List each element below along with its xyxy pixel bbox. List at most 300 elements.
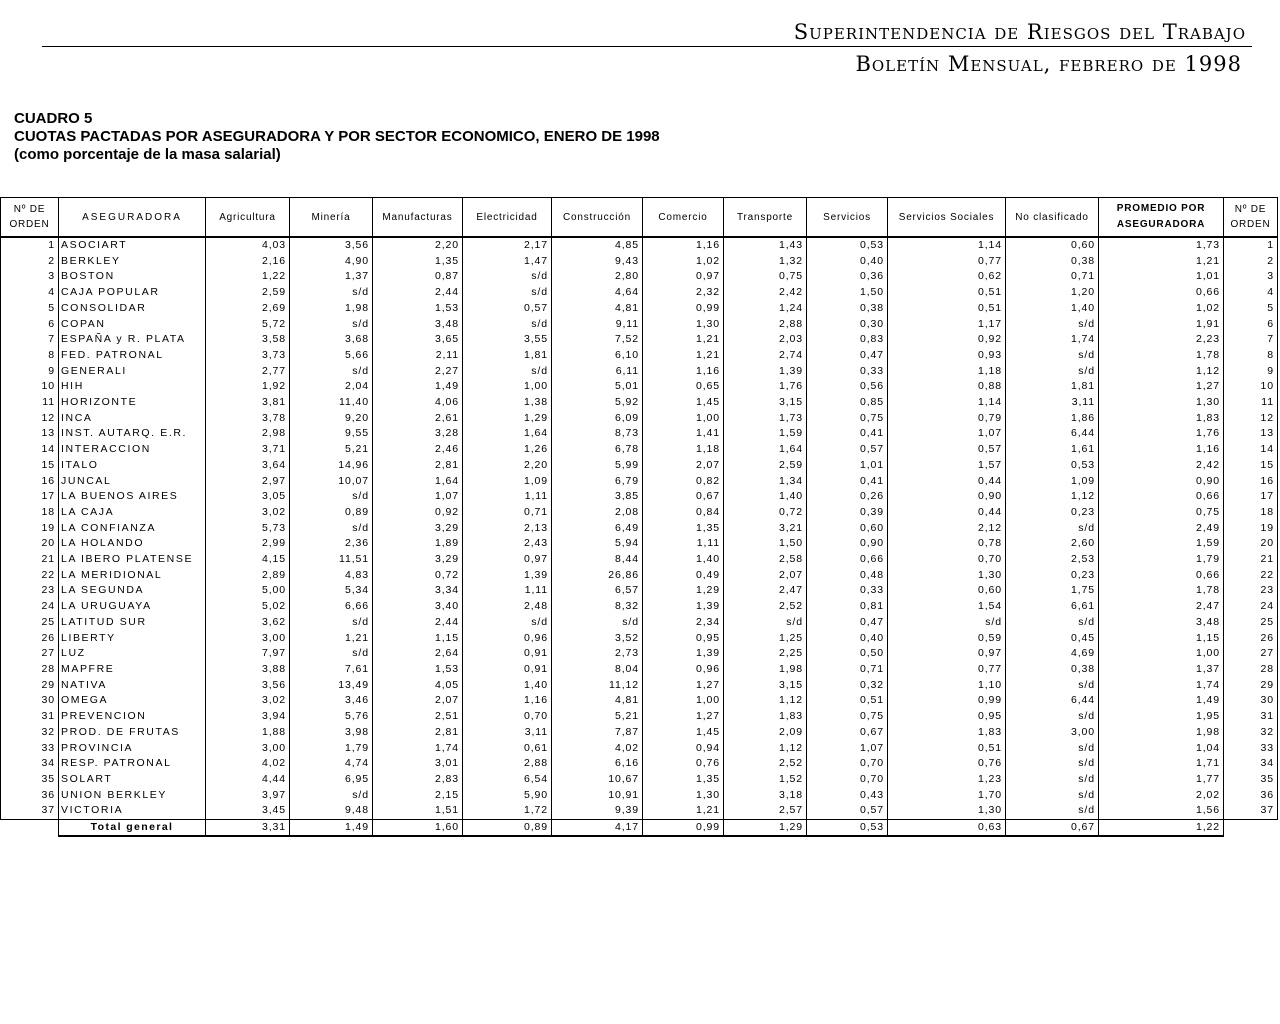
row-value-cell: 3,34: [373, 583, 463, 599]
row-value-cell: 0,47: [807, 348, 888, 364]
row-order-number-right: 1: [1224, 237, 1278, 254]
row-value-cell: 0,48: [807, 568, 888, 584]
row-average: 1,74: [1099, 678, 1224, 694]
row-average: 1,79: [1099, 552, 1224, 568]
row-order-number: 4: [1, 285, 59, 301]
row-value-cell: s/d: [1006, 803, 1099, 819]
row-average: 1,98: [1099, 725, 1224, 741]
row-value-cell: 1,12: [724, 741, 807, 757]
total-blank-cell: [1, 820, 59, 837]
row-value-cell: 2,59: [724, 458, 807, 474]
row-order-number: 11: [1, 395, 59, 411]
row-insurer-name: INST. AUTARQ. E.R.: [59, 426, 206, 442]
row-value-cell: 1,81: [1006, 379, 1099, 395]
row-value-cell: 3,68: [290, 332, 373, 348]
row-value-cell: 0,83: [807, 332, 888, 348]
row-value-cell: 0,97: [643, 269, 724, 285]
row-value-cell: 11,51: [290, 552, 373, 568]
col-header-manufacturas: Manufacturas: [373, 198, 463, 238]
row-value-cell: s/d: [463, 285, 552, 301]
row-average: 2,23: [1099, 332, 1224, 348]
total-cell: 3,31: [206, 820, 290, 837]
row-value-cell: 2,48: [463, 599, 552, 615]
row-order-number-right: 27: [1224, 646, 1278, 662]
row-value-cell: 1,74: [1006, 332, 1099, 348]
row-value-cell: s/d: [290, 788, 373, 804]
row-order-number-right: 23: [1224, 583, 1278, 599]
row-value-cell: 3,40: [373, 599, 463, 615]
row-insurer-name: PREVENCION: [59, 709, 206, 725]
total-cell: 0,53: [807, 820, 888, 837]
row-value-cell: s/d: [724, 615, 807, 631]
row-value-cell: 4,02: [552, 741, 643, 757]
row-value-cell: 0,60: [888, 583, 1006, 599]
row-insurer-name: PROVINCIA: [59, 741, 206, 757]
col-header-agricultura: Agricultura: [206, 198, 290, 238]
row-insurer-name: FED. PATRONAL: [59, 348, 206, 364]
row-order-number-right: 2: [1224, 254, 1278, 270]
row-value-cell: 2,17: [463, 237, 552, 254]
table-row: [1, 568, 1278, 584]
row-value-cell: s/d: [888, 615, 1006, 631]
row-value-cell: 1,18: [888, 364, 1006, 380]
row-value-cell: 0,57: [888, 442, 1006, 458]
row-insurer-name: ITALO: [59, 458, 206, 474]
row-order-number-right: 35: [1224, 772, 1278, 788]
row-value-cell: 1,79: [290, 741, 373, 757]
row-value-cell: 1,22: [206, 269, 290, 285]
row-value-cell: 6,79: [552, 474, 643, 490]
row-average: 1,73: [1099, 237, 1224, 254]
row-value-cell: 1,76: [724, 379, 807, 395]
row-value-cell: 1,92: [206, 379, 290, 395]
row-order-number: 30: [1, 693, 59, 709]
row-value-cell: 1,12: [724, 693, 807, 709]
row-order-number-right: 33: [1224, 741, 1278, 757]
row-insurer-name: CAJA POPULAR: [59, 285, 206, 301]
row-value-cell: 0,38: [1006, 662, 1099, 678]
row-order-number: 29: [1, 678, 59, 694]
row-average: 1,12: [1099, 364, 1224, 380]
row-value-cell: s/d: [1006, 615, 1099, 631]
row-value-cell: 3,55: [463, 332, 552, 348]
row-value-cell: 2,57: [724, 803, 807, 819]
row-value-cell: 1,21: [643, 332, 724, 348]
table-number: CUADRO 5: [14, 110, 93, 127]
table-row: [1, 583, 1278, 599]
row-value-cell: 0,43: [807, 788, 888, 804]
row-value-cell: s/d: [290, 646, 373, 662]
row-value-cell: 0,76: [643, 756, 724, 772]
row-order-number-right: 6: [1224, 317, 1278, 333]
row-value-cell: 3,62: [206, 615, 290, 631]
row-value-cell: 6,44: [1006, 693, 1099, 709]
row-average: 2,42: [1099, 458, 1224, 474]
row-value-cell: 0,44: [888, 505, 1006, 521]
row-value-cell: 10,91: [552, 788, 643, 804]
row-value-cell: 3,21: [724, 521, 807, 537]
row-value-cell: 0,23: [1006, 568, 1099, 584]
row-value-cell: 0,88: [888, 379, 1006, 395]
row-value-cell: 0,71: [463, 505, 552, 521]
row-value-cell: 0,47: [807, 615, 888, 631]
row-value-cell: 0,49: [643, 568, 724, 584]
row-value-cell: s/d: [1006, 364, 1099, 380]
row-value-cell: 2,81: [373, 458, 463, 474]
row-value-cell: 1,59: [724, 426, 807, 442]
row-value-cell: 1,83: [888, 725, 1006, 741]
row-value-cell: 1,27: [643, 709, 724, 725]
row-value-cell: 2,64: [373, 646, 463, 662]
row-value-cell: 2,04: [290, 379, 373, 395]
row-average: 1,21: [1099, 254, 1224, 270]
row-value-cell: 4,15: [206, 552, 290, 568]
row-order-number: 25: [1, 615, 59, 631]
row-value-cell: 1,61: [1006, 442, 1099, 458]
row-order-number-right: 13: [1224, 426, 1278, 442]
row-value-cell: 1,89: [373, 536, 463, 552]
row-value-cell: 1,35: [643, 521, 724, 537]
row-average: 3,48: [1099, 615, 1224, 631]
row-insurer-name: HIH: [59, 379, 206, 395]
row-value-cell: 1,11: [643, 536, 724, 552]
col-header-insurer: ASEGURADORA: [59, 198, 206, 238]
row-order-number: 34: [1, 756, 59, 772]
row-value-cell: s/d: [290, 615, 373, 631]
row-value-cell: 5,34: [290, 583, 373, 599]
row-value-cell: 1,35: [373, 254, 463, 270]
row-value-cell: 3,11: [1006, 395, 1099, 411]
row-value-cell: 1,47: [463, 254, 552, 270]
row-value-cell: 3,71: [206, 442, 290, 458]
row-value-cell: 1,50: [724, 536, 807, 552]
table-row: [1, 678, 1278, 694]
row-value-cell: 2,07: [724, 568, 807, 584]
row-value-cell: 1,39: [724, 364, 807, 380]
row-value-cell: 1,39: [643, 646, 724, 662]
row-value-cell: 1,07: [888, 426, 1006, 442]
row-value-cell: 0,75: [807, 709, 888, 725]
row-value-cell: 1,98: [724, 662, 807, 678]
table-row: [1, 521, 1278, 537]
row-value-cell: 0,26: [807, 489, 888, 505]
row-value-cell: 0,79: [888, 411, 1006, 427]
row-value-cell: 0,75: [724, 269, 807, 285]
row-order-number-right: 15: [1224, 458, 1278, 474]
row-value-cell: 1,50: [807, 285, 888, 301]
row-order-number-right: 12: [1224, 411, 1278, 427]
row-insurer-name: INTERACCION: [59, 442, 206, 458]
table-header-row: [1, 198, 1278, 238]
total-blank-cell: [1224, 820, 1278, 837]
row-insurer-name: UNION BERKLEY: [59, 788, 206, 804]
row-value-cell: 9,43: [552, 254, 643, 270]
col-header-order-right-line2: ORDEN: [1230, 219, 1271, 230]
total-cell: 0,67: [1006, 820, 1099, 837]
row-value-cell: 0,51: [888, 285, 1006, 301]
row-value-cell: 6,49: [552, 521, 643, 537]
row-order-number: 28: [1, 662, 59, 678]
row-average: 1,78: [1099, 348, 1224, 364]
row-value-cell: 1,23: [888, 772, 1006, 788]
row-value-cell: s/d: [290, 521, 373, 537]
row-value-cell: 1,74: [373, 741, 463, 757]
row-order-number: 36: [1, 788, 59, 804]
row-order-number-right: 36: [1224, 788, 1278, 804]
row-insurer-name: PROD. DE FRUTAS: [59, 725, 206, 741]
row-order-number: 21: [1, 552, 59, 568]
row-average: 1,77: [1099, 772, 1224, 788]
row-value-cell: 4,74: [290, 756, 373, 772]
row-average: 1,59: [1099, 536, 1224, 552]
row-value-cell: 1,16: [643, 237, 724, 254]
row-average: 2,47: [1099, 599, 1224, 615]
table-row: [1, 709, 1278, 725]
table-row: [1, 269, 1278, 285]
row-order-number-right: 26: [1224, 631, 1278, 647]
row-value-cell: 6,95: [290, 772, 373, 788]
row-insurer-name: GENERALI: [59, 364, 206, 380]
row-value-cell: s/d: [463, 317, 552, 333]
row-order-number-right: 18: [1224, 505, 1278, 521]
row-value-cell: 0,59: [888, 631, 1006, 647]
row-value-cell: 1,64: [463, 426, 552, 442]
row-value-cell: s/d: [290, 317, 373, 333]
row-average: 1,56: [1099, 803, 1224, 819]
row-value-cell: 0,75: [807, 411, 888, 427]
row-value-cell: 0,82: [643, 474, 724, 490]
table-row: [1, 631, 1278, 647]
col-header-mineria: Minería: [290, 198, 373, 238]
row-value-cell: 0,53: [807, 237, 888, 254]
row-insurer-name: SOLART: [59, 772, 206, 788]
row-value-cell: 2,15: [373, 788, 463, 804]
row-value-cell: 6,44: [1006, 426, 1099, 442]
row-value-cell: 1,40: [1006, 301, 1099, 317]
row-value-cell: 1,30: [888, 803, 1006, 819]
table-row: [1, 489, 1278, 505]
table-row: [1, 411, 1278, 427]
table-row: [1, 474, 1278, 490]
row-insurer-name: RESP. PATRONAL: [59, 756, 206, 772]
row-value-cell: 3,48: [373, 317, 463, 333]
row-value-cell: 0,96: [463, 631, 552, 647]
row-value-cell: 3,15: [724, 678, 807, 694]
row-order-number: 31: [1, 709, 59, 725]
row-value-cell: s/d: [1006, 317, 1099, 333]
row-value-cell: 1,27: [643, 678, 724, 694]
row-value-cell: s/d: [1006, 709, 1099, 725]
row-order-number-right: 3: [1224, 269, 1278, 285]
row-insurer-name: VICTORIA: [59, 803, 206, 819]
row-value-cell: 3,52: [552, 631, 643, 647]
row-value-cell: 0,90: [807, 536, 888, 552]
row-value-cell: 0,60: [807, 521, 888, 537]
row-order-number-right: 17: [1224, 489, 1278, 505]
row-average: 1,27: [1099, 379, 1224, 395]
row-value-cell: 0,65: [643, 379, 724, 395]
row-value-cell: 3,29: [373, 521, 463, 537]
row-value-cell: 0,45: [1006, 631, 1099, 647]
row-value-cell: 3,18: [724, 788, 807, 804]
row-value-cell: 1,54: [888, 599, 1006, 615]
row-insurer-name: LA CONFIANZA: [59, 521, 206, 537]
row-value-cell: 1,29: [463, 411, 552, 427]
row-value-cell: 2,53: [1006, 552, 1099, 568]
row-order-number-right: 14: [1224, 442, 1278, 458]
row-value-cell: 1,53: [373, 662, 463, 678]
row-value-cell: 9,55: [290, 426, 373, 442]
col-header-promedio: [1099, 198, 1224, 238]
row-value-cell: 1,52: [724, 772, 807, 788]
row-value-cell: 4,02: [206, 756, 290, 772]
row-value-cell: 0,92: [373, 505, 463, 521]
row-value-cell: 5,94: [552, 536, 643, 552]
row-value-cell: 5,02: [206, 599, 290, 615]
table-row: [1, 395, 1278, 411]
table-row: [1, 693, 1278, 709]
row-value-cell: 2,27: [373, 364, 463, 380]
row-value-cell: 2,60: [1006, 536, 1099, 552]
row-order-number: 14: [1, 442, 59, 458]
row-value-cell: 5,72: [206, 317, 290, 333]
table-row: [1, 662, 1278, 678]
row-value-cell: 0,40: [807, 254, 888, 270]
row-order-number-right: 16: [1224, 474, 1278, 490]
row-value-cell: 1,39: [463, 568, 552, 584]
row-value-cell: 1,18: [643, 442, 724, 458]
row-order-number: 8: [1, 348, 59, 364]
row-value-cell: 3,94: [206, 709, 290, 725]
row-value-cell: 9,48: [290, 803, 373, 819]
row-value-cell: 1,41: [643, 426, 724, 442]
row-average: 1,30: [1099, 395, 1224, 411]
row-value-cell: 1,25: [724, 631, 807, 647]
col-header-servicios: Servicios: [807, 198, 888, 238]
row-value-cell: 0,38: [1006, 254, 1099, 270]
row-value-cell: 2,25: [724, 646, 807, 662]
row-order-number: 19: [1, 521, 59, 537]
row-average: 1,15: [1099, 631, 1224, 647]
row-value-cell: 0,89: [290, 505, 373, 521]
row-value-cell: 10,67: [552, 772, 643, 788]
row-value-cell: 1,21: [643, 348, 724, 364]
row-value-cell: 7,61: [290, 662, 373, 678]
row-order-number-right: 24: [1224, 599, 1278, 615]
table-row: [1, 332, 1278, 348]
row-order-number-right: 22: [1224, 568, 1278, 584]
row-value-cell: 3,56: [206, 678, 290, 694]
row-value-cell: 2,13: [463, 521, 552, 537]
row-value-cell: s/d: [290, 364, 373, 380]
row-value-cell: 5,66: [290, 348, 373, 364]
header-org-title: Superintendencia de Riesgos del Trabajo: [793, 20, 1246, 44]
row-value-cell: 3,64: [206, 458, 290, 474]
row-value-cell: 0,70: [807, 756, 888, 772]
row-value-cell: 1,11: [463, 489, 552, 505]
row-value-cell: 1,07: [373, 489, 463, 505]
row-value-cell: 1,20: [1006, 285, 1099, 301]
col-header-order-line1: Nº DE: [13, 204, 46, 215]
row-value-cell: 6,11: [552, 364, 643, 380]
row-value-cell: 1,72: [463, 803, 552, 819]
table-row: [1, 615, 1278, 631]
row-value-cell: s/d: [1006, 772, 1099, 788]
row-value-cell: 0,90: [888, 489, 1006, 505]
row-value-cell: 0,87: [373, 269, 463, 285]
row-value-cell: 0,81: [807, 599, 888, 615]
row-value-cell: 2,44: [373, 615, 463, 631]
row-value-cell: 3,01: [373, 756, 463, 772]
row-value-cell: 6,10: [552, 348, 643, 364]
row-value-cell: 3,00: [206, 741, 290, 757]
row-value-cell: 0,72: [373, 568, 463, 584]
table-row: [1, 552, 1278, 568]
row-value-cell: 6,54: [463, 772, 552, 788]
table-row: [1, 348, 1278, 364]
row-value-cell: 7,97: [206, 646, 290, 662]
row-order-number-right: 21: [1224, 552, 1278, 568]
row-value-cell: 4,05: [373, 678, 463, 694]
row-value-cell: 5,90: [463, 788, 552, 804]
row-value-cell: 4,64: [552, 285, 643, 301]
row-value-cell: 0,40: [807, 631, 888, 647]
row-value-cell: 0,57: [463, 301, 552, 317]
row-value-cell: 0,78: [888, 536, 1006, 552]
row-value-cell: 0,61: [463, 741, 552, 757]
row-insurer-name: BERKLEY: [59, 254, 206, 270]
row-value-cell: 2,03: [724, 332, 807, 348]
row-value-cell: s/d: [1006, 348, 1099, 364]
table-row: [1, 379, 1278, 395]
row-value-cell: 0,62: [888, 269, 1006, 285]
table-row: [1, 301, 1278, 317]
row-order-number-right: 20: [1224, 536, 1278, 552]
row-value-cell: s/d: [552, 615, 643, 631]
row-value-cell: s/d: [1006, 756, 1099, 772]
row-value-cell: 0,23: [1006, 505, 1099, 521]
row-order-number: 3: [1, 269, 59, 285]
row-value-cell: 8,04: [552, 662, 643, 678]
row-value-cell: 0,70: [807, 772, 888, 788]
table-row: [1, 285, 1278, 301]
row-value-cell: s/d: [290, 489, 373, 505]
row-average: 1,04: [1099, 741, 1224, 757]
row-value-cell: 3,46: [290, 693, 373, 709]
row-value-cell: 0,67: [807, 725, 888, 741]
table-row: [1, 725, 1278, 741]
table-row: [1, 599, 1278, 615]
row-value-cell: 2,58: [724, 552, 807, 568]
row-value-cell: 2,20: [463, 458, 552, 474]
total-cell: 1,60: [373, 820, 463, 837]
row-value-cell: 1,17: [888, 317, 1006, 333]
total-row: [1, 820, 1278, 837]
row-value-cell: 7,87: [552, 725, 643, 741]
col-header-order: [1, 198, 59, 238]
row-order-number-right: 4: [1224, 285, 1278, 301]
row-value-cell: 1,39: [643, 599, 724, 615]
row-value-cell: 0,85: [807, 395, 888, 411]
table-row: [1, 505, 1278, 521]
row-value-cell: 2,52: [724, 599, 807, 615]
row-value-cell: 1,16: [643, 364, 724, 380]
row-value-cell: 1,51: [373, 803, 463, 819]
table-row: [1, 803, 1278, 819]
row-insurer-name: LA SEGUNDA: [59, 583, 206, 599]
row-average: 1,02: [1099, 301, 1224, 317]
row-value-cell: 1,88: [206, 725, 290, 741]
